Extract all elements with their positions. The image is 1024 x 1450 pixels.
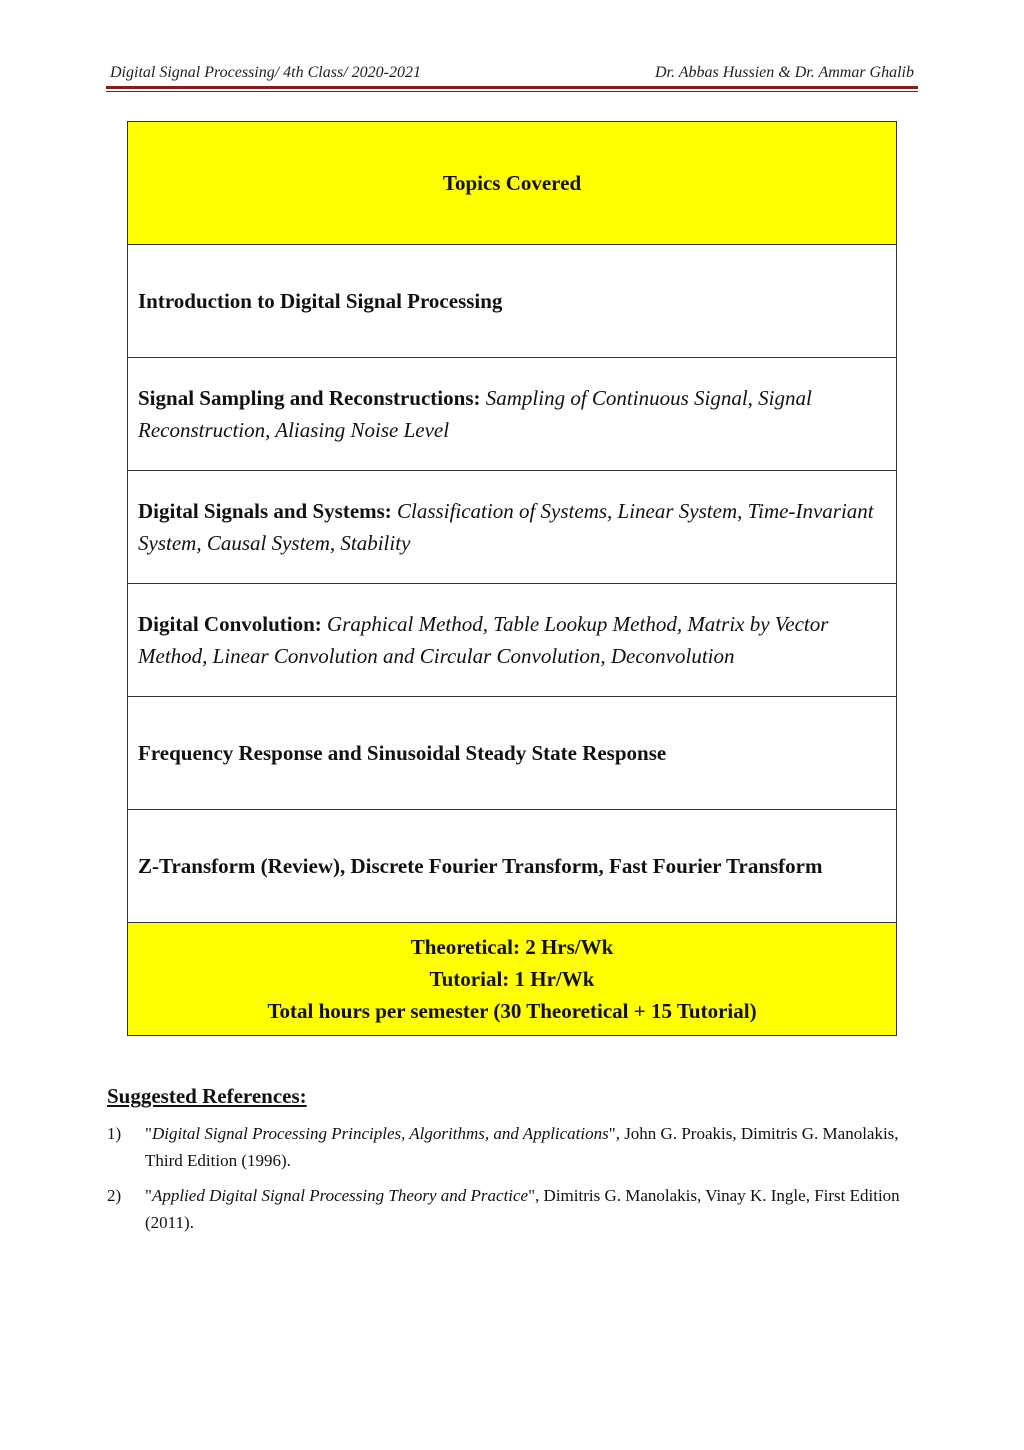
topic-row bbox=[128, 697, 897, 810]
topic-heading: Frequency Response and Sinusoidal Steady State Response bbox=[138, 741, 667, 765]
topic-details: Classification of Systems, Linear System, Time-Invariant System, Causal System, Stability bbox=[138, 499, 874, 555]
tutorial-hours: Tutorial: 1 Hr/Wk bbox=[429, 967, 595, 991]
topic-cell bbox=[128, 810, 897, 923]
topic-details: Sampling of Continuous Signal, Signal Reconstruction, Aliasing Noise Level bbox=[138, 386, 812, 442]
theoretical-hours: Theoretical: 2 Hrs/Wk bbox=[410, 935, 614, 959]
topic-heading: Signal Sampling and Reconstructions: bbox=[138, 386, 486, 410]
topic-row bbox=[128, 471, 897, 584]
topic-row bbox=[128, 245, 897, 358]
topic-cell bbox=[128, 358, 897, 471]
reference-title: Applied Digital Signal Processing Theory and Practice bbox=[151, 1186, 529, 1205]
reference-title: Digital Signal Processing Principles, Algorithms, and Applications bbox=[151, 1124, 609, 1143]
reference-details: ", Dimitris G. Manolakis, Vinay K. Ingle, First Edition (2011). bbox=[145, 1186, 900, 1232]
header-course: Digital Signal Processing/ 4th Class/ 2020-2021 bbox=[110, 64, 421, 81]
topics-table bbox=[127, 121, 897, 1036]
topic-row bbox=[128, 810, 897, 923]
reference-number: 2) bbox=[107, 1186, 122, 1205]
header-rule-thin bbox=[106, 91, 918, 92]
topic-heading: Digital Signals and Systems: bbox=[138, 499, 398, 523]
topic-heading: Digital Convolution: bbox=[138, 612, 328, 636]
topic-details: Graphical Method, Table Lookup Method, Matrix by Vector Method, Linear Convolution and Circular Convolution, Deconvolution bbox=[138, 612, 829, 668]
reference-number: 1) bbox=[107, 1124, 122, 1143]
reference-body bbox=[145, 1120, 907, 1174]
topic-cell bbox=[128, 245, 897, 358]
topic-row bbox=[128, 584, 897, 697]
header-authors: Dr. Abbas Hussien & Dr. Ammar Ghalib bbox=[655, 64, 914, 81]
reference-body bbox=[145, 1182, 907, 1236]
topic-row bbox=[128, 358, 897, 471]
page-header bbox=[106, 60, 918, 86]
topic-heading: Z-Transform (Review), Discrete Fourier Transform, Fast Fourier Transform bbox=[138, 854, 823, 878]
header-rule-thick bbox=[106, 86, 918, 89]
reference-item bbox=[107, 1182, 907, 1236]
topic-cell bbox=[128, 471, 897, 584]
references-title: Suggested References: bbox=[107, 1084, 307, 1108]
topic-heading: Introduction to Digital Signal Processing bbox=[138, 289, 503, 313]
hours-cell bbox=[128, 923, 897, 1036]
topics-title: Topics Covered bbox=[128, 122, 897, 245]
hours-row bbox=[128, 923, 897, 1036]
reference-open-quote: " bbox=[145, 1186, 152, 1205]
total-hours: Total hours per semester (30 Theoretical + 15 Tutorial) bbox=[267, 999, 757, 1023]
topic-cell bbox=[128, 584, 897, 697]
reference-open-quote: " bbox=[145, 1124, 152, 1143]
topics-header-row bbox=[128, 122, 897, 245]
reference-item bbox=[107, 1120, 907, 1174]
reference-details: ", John G. Proakis, Dimitris G. Manolakis, Third Edition (1996). bbox=[145, 1124, 899, 1170]
topic-cell bbox=[128, 697, 897, 810]
